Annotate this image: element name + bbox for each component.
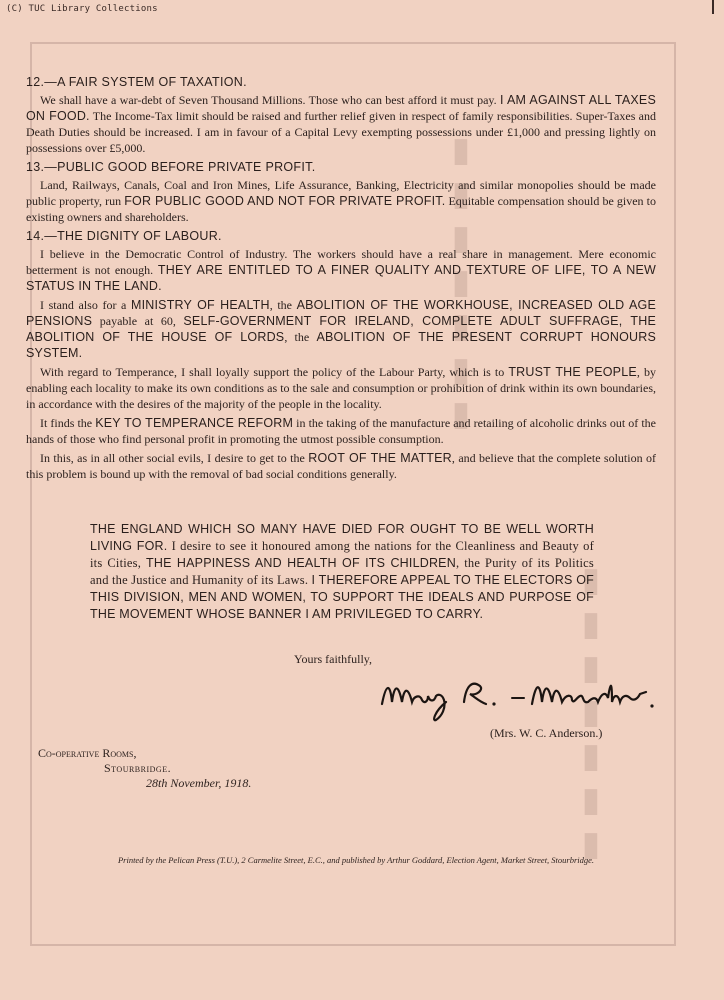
emphasis-text: THEY ARE ENTITLED TO A FINER QUALITY AND TEXTURE OF LIFE, TO A NEW STATUS IN THE LAND. [26, 263, 656, 293]
emphasis-text: ABOLITION OF THE PRESENT CORRUPT HONOURS SYSTEM. [26, 330, 656, 360]
section-paragraph [26, 246, 656, 294]
body-text: I believe in the Democratic Control of Industry. The workers should have a real share in management. Mere economic betterment is not enough. [26, 247, 656, 277]
body-text: payable at 60, [92, 314, 184, 328]
valediction: Yours faithfully, [294, 652, 373, 666]
body-text: I stand also for a [40, 298, 131, 312]
body-text: , the [284, 330, 317, 344]
closing-emphasis: I THEREFORE APPEAL TO THE ELECTORS OF THIS DIVISION, MEN AND WOMEN, TO SUPPORT THE IDEALS AND PURPOSE OF THE MOVEMENT WHOSE BANNER I AM PRIVILEGED TO CARRY. [90, 573, 594, 621]
section-paragraph [26, 364, 656, 412]
closing-text: I desire to see it honoured among the nations for the Cleanliness and Beauty of its Cities, [90, 539, 594, 570]
section-heading: 12.—A FAIR SYSTEM OF TAXATION. [26, 75, 247, 89]
section-paragraph [26, 177, 656, 225]
bleed-through-shadow: ▮▮▮▮▮▮▮ [572, 560, 609, 868]
body-text: , and believe that the complete solution of this problem is bound up with the removal of bad social conditions generally. [26, 451, 656, 481]
body-text: In this, as in all other social evils, I desire to get to the [40, 451, 309, 465]
library-watermark: (C) TUC Library Collections [6, 4, 158, 14]
emphasis-text: SELF-GOVERNMENT FOR IRELAND, COMPLETE ADULT SUFFRAGE, THE ABOLITION OF THE HOUSE OF LORDS [26, 314, 656, 344]
emphasis-text: MINISTRY OF HEALTH [130, 298, 270, 312]
body-text: Equitable compensation should be given to existing owners and shareholders. [26, 194, 656, 224]
bleed-through-shadow: ▮▮▮▮▮▮▮ [442, 130, 479, 438]
manifesto-body [26, 74, 656, 485]
emphasis-text: ROOT OF THE MATTER [308, 451, 452, 465]
emphasis-text: I AM AGAINST ALL TAXES ON FOOD. [26, 93, 656, 123]
body-text: , the [269, 298, 297, 312]
edge-mark [712, 0, 714, 14]
address-line-1: Co-operative Rooms, [38, 746, 137, 760]
closing-appeal [90, 521, 594, 623]
closing-text: , the Purity of its Politics and the Justice and Humanity of its Laws. [90, 556, 594, 587]
closing-emphasis: THE ENGLAND WHICH SO MANY HAVE DIED FOR OUGHT TO BE WELL WORTH LIVING FOR. [90, 522, 594, 553]
closing-emphasis: THE HAPPINESS AND HEALTH OF ITS CHILDREN [146, 556, 456, 570]
emphasis-text: KEY TO TEMPERANCE REFORM [95, 416, 294, 430]
printer-imprint: Printed by the Pelican Press (T.U.), 2 Carmelite Street, E.C., and published by Arthur Goddard, Election Agent, Market Street, Stourbridge. [117, 855, 595, 865]
section-heading: 13.—PUBLIC GOOD BEFORE PRIVATE PROFIT. [26, 160, 316, 174]
emphasis-text: ABOLITION OF THE WORKHOUSE, INCREASED OLD AGE PENSIONS [26, 298, 656, 328]
address-date: 28th November, 1918. [146, 776, 252, 790]
body-text: , by enabling each locality to make its own conditions as to the sale and consumption or prohibition of drink within its own boundaries, in accordance with the desires of the majority of the people in the locality. [26, 365, 656, 411]
section-paragraph [26, 297, 656, 361]
body-text: Land, Railways, Canals, Coal and Iron Mines, Life Assurance, Banking, Electricity and similar monopolies should be made public property, run [26, 178, 656, 208]
body-text: With regard to Temperance, I shall loyally support the policy of the Labour Party, which is to [40, 365, 509, 379]
emphasis-text: FOR PUBLIC GOOD AND NOT FOR PRIVATE PROFIT. [124, 194, 446, 208]
section-paragraph [26, 450, 656, 482]
emphasis-text: TRUST THE PEOPLE [508, 365, 637, 379]
handwritten-signature [376, 668, 666, 728]
body-text: It finds the [40, 416, 96, 430]
body-text: We shall have a war-debt of Seven Thousand Millions. Those who can best afford it must pay. [40, 93, 500, 107]
address-line-2: Stourbridge. [104, 761, 172, 775]
section-paragraph [26, 415, 656, 447]
body-text: The Income-Tax limit should be raised and further relief given in respect of family responsibilities. Super-Taxes and Death Duties should be increased. I am in favour of a Capital Levy exempting possessions under £1,000 and pressing lightly on possessions over £5,000. [26, 109, 656, 155]
section-heading: 14.—THE DIGNITY OF LABOUR. [26, 229, 222, 243]
section-paragraph [26, 92, 656, 156]
signer-name: (Mrs. W. C. Anderson.) [490, 726, 603, 740]
body-text: in the taking of the manufacture and retailing of alcoholic drinks out of the hands of those who find personal profit in promoting the utmost possible consumption. [26, 416, 657, 446]
